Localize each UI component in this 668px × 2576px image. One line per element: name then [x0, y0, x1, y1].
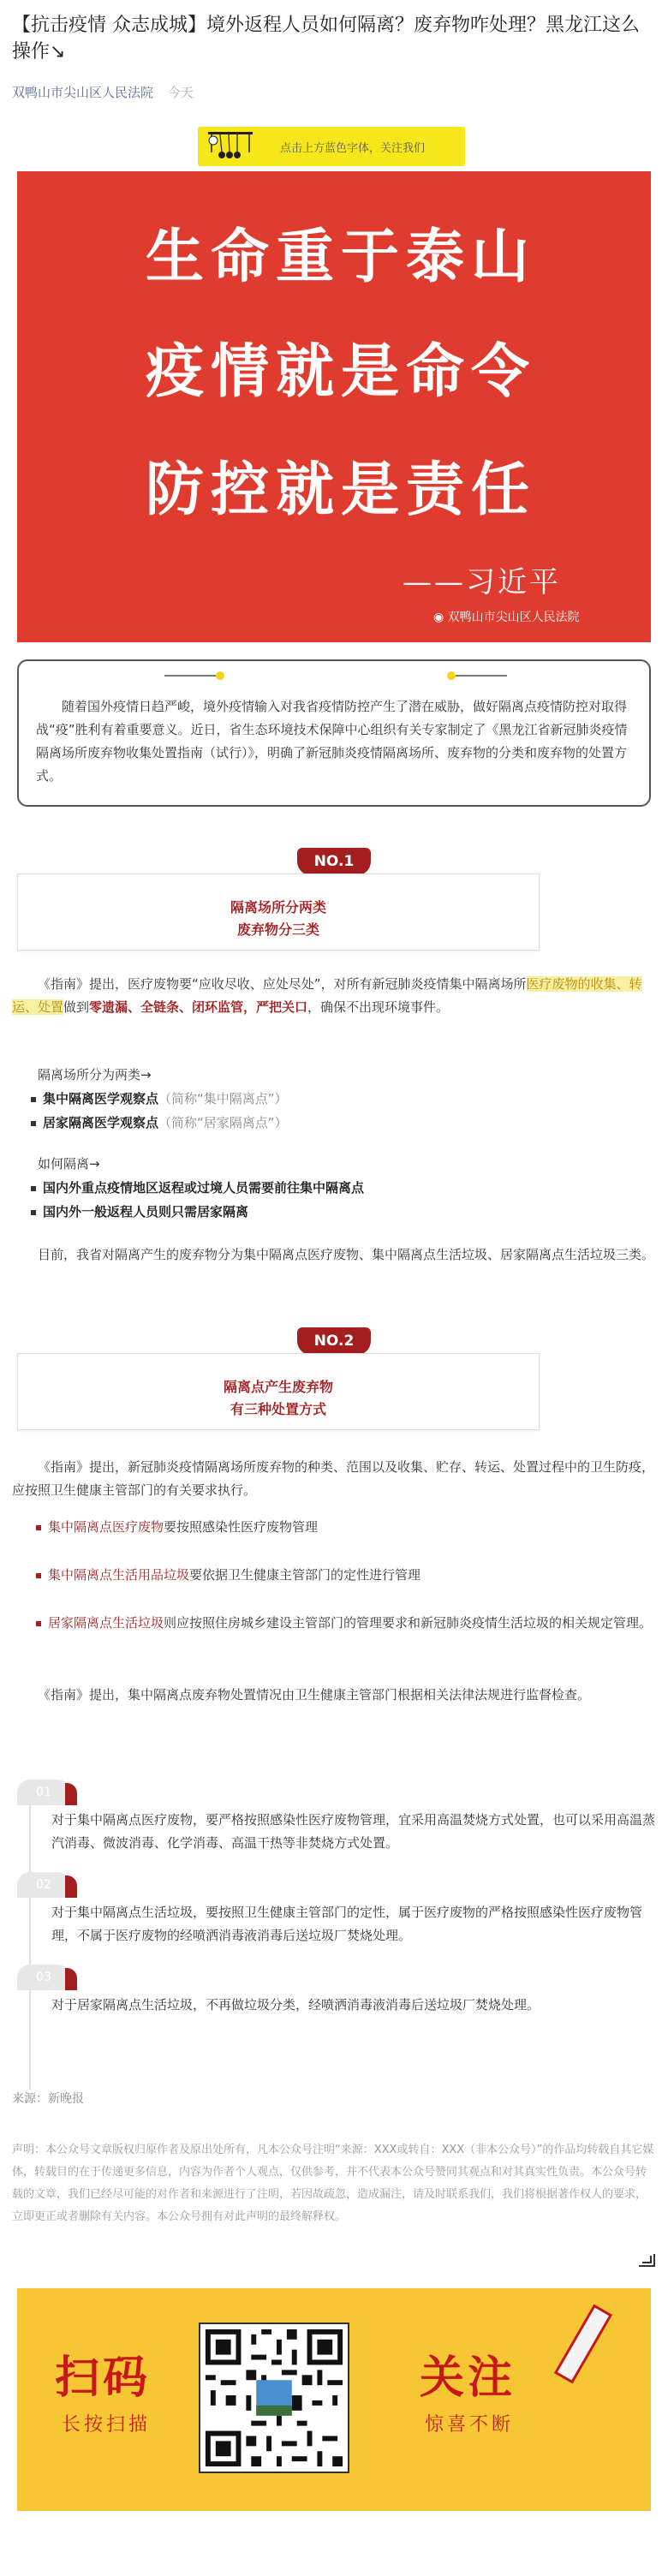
list-item-bold: 居家隔离医学观察点 [43, 1115, 159, 1130]
poster-line-2: 疫情就是命令 [146, 337, 537, 406]
list-item-red: 居家隔离点生活垃圾 [48, 1615, 164, 1631]
timeline-badge-3: 03 [17, 1965, 70, 1990]
list-item-text: 则应按照住房城乡建设主管部门的管理要求和新冠肺炎疫情生活垃圾的相关规定管理。 [164, 1615, 653, 1631]
section-title-2-line1: 隔离点产生废弃物 [223, 1379, 333, 1395]
list-item [43, 1177, 364, 1200]
follow-banner [198, 127, 465, 166]
section1-paragraph-2: 目前，我省对隔离产生的废弃物分为集中隔离点医疗废物、集中隔离点生活垃圾、居家隔离点生活垃圾三类。 [38, 1247, 655, 1262]
qr-follow-banner [17, 2288, 651, 2511]
section2-paragraph-1: 《指南》提出，新冠肺炎疫情隔离场所废弃物的种类、范围以及收集、贮存、转运、处置过程中的卫生防疫，应按照卫生健康主管部门的有关要求执行。 [12, 1459, 655, 1498]
category-heading: 隔离场所分为两类→ [38, 1067, 152, 1082]
emphasis-text: 零遗漏、全链条、闭环监管，严把关口 [89, 999, 308, 1015]
timeline-text-3: 对于居家隔离点生活垃圾，不再做垃圾分类，经喷洒消毒液消毒后送垃圾厂焚烧处理。 [51, 1997, 540, 2012]
corner-bracket-icon [637, 2252, 656, 2268]
wechat-icon: ◉ [433, 611, 448, 624]
list-item-bold: 集中隔离医学观察点 [43, 1091, 159, 1106]
timeline-badge-2: 02 [17, 1872, 70, 1898]
text-span: ，确保不出现环境事件。 [307, 999, 450, 1015]
poster-watermark [433, 608, 580, 625]
timeline-text-2: 对于集中隔离点生活垃圾，要按照卫生健康主管部门的定性，属于医疗废物的严格按照感染性医疗废物管理，不属于医疗废物的经喷洒消毒液消毒后送垃圾厂焚烧处理。 [51, 1905, 643, 1943]
poster-line-1: 生命重于泰山 [146, 223, 537, 291]
timeline-line [29, 1790, 31, 2090]
section-badge-1: NO.1 [297, 848, 371, 875]
follow-small-text: 惊喜不断 [425, 2414, 515, 2436]
source-note: 来源：新晚报 [12, 2092, 84, 2106]
account-name-link[interactable]: 双鸭山市尖山区人民法院 [12, 85, 154, 100]
timeline-badge-1: 01 [17, 1780, 70, 1805]
intro-box [17, 659, 651, 807]
disclaimer: 声明：本公众号文章版权归原作者及原出处所有，凡本公众号注明“来源：XXX或转自：XXX（非本公众号）”的作品均转载自其它媒体，转载目的在于传递更多信息，内容为作者个人观点，仅供参考，并不代表本公众号赞同其观点和对其真实性负责。本公众号转载的文章，我们已经尽可能的对作者和来源进行了注明，若因故疏忽，造成漏注，请及时联系我们，我们将根据著作权人的要求，立即更正或者删除有关内容。本公众号拥有对此声明的最终解释权。 [12, 2144, 654, 2223]
text-span: 做到 [63, 999, 90, 1015]
section-title-2-line2: 有三种处置方式 [230, 1401, 326, 1417]
text-span: 《指南》提出，医疗废物要“应收尽收、应处尽处”，对所有新冠肺炎疫情集中隔离场所 [38, 976, 527, 992]
intro-text: 随着国外疫情日趋严峻，境外疫情输入对我省疫情防控产生了潜在威胁，做好隔离点疫情防控对取得战“疫”胜利有着重要意义。近日，省生态环境技术保障中心组织有关专家制定了《黑龙江省新冠肺炎疫情隔离场所废弃物收集处置指南（试行）》，明确了新冠肺炎疫情隔离场所、废弃物的分类和废弃物的处置方式。 [36, 699, 628, 784]
poster-watermark-text: 双鸭山市尖山区人民法院 [447, 611, 580, 624]
pencil-icon [548, 2297, 634, 2400]
list-item-note: （简称“居家隔离点”） [158, 1115, 288, 1130]
section2-paragraph-2: 《指南》提出，集中隔离点废弃物处置情况由卫生健康主管部门根据相关法律法规进行监督检查。 [38, 1687, 591, 1702]
list-item-bold: 国内外一般返程人员则只需居家隔离 [43, 1204, 249, 1219]
list-item [43, 1112, 288, 1135]
qr-code-icon [200, 2324, 348, 2472]
section1-paragraph-1 [12, 973, 656, 1019]
follow-big-text: 关注 [420, 2352, 516, 2404]
list-item-red: 集中隔离点医疗废物 [48, 1519, 164, 1535]
newtons-cradle-icon [205, 130, 256, 163]
decor-dot [447, 671, 456, 680]
timeline-text-1: 对于集中隔离点医疗废物，要严格按照感染性医疗废物管理，宜采用高温焚烧方式处置，也可以采用高温蒸汽消毒、微波消毒、化学消毒、高温干热等非焚烧方式处置。 [51, 1812, 656, 1851]
section-badge-2: NO.2 [297, 1327, 371, 1355]
article-meta [12, 83, 194, 101]
poster-line-3: 防控就是责任 [146, 456, 537, 524]
divider-line [164, 675, 216, 677]
list-item-text: 要按照感染性医疗废物管理 [164, 1519, 319, 1535]
publish-date: 今天 [167, 85, 194, 100]
list-item [48, 1564, 656, 1587]
list-item-note: （简称“集中隔离点”） [158, 1091, 288, 1106]
poster-signature: ——习近平 [403, 565, 561, 599]
list-item [48, 1612, 656, 1635]
divider-line [456, 675, 507, 677]
list-item-red: 集中隔离点生活用品垃圾 [48, 1567, 190, 1583]
follow-banner-text: 点击上方蓝色字体，关注我们 [280, 142, 426, 155]
section-title-1-line1: 隔离场所分两类 [230, 899, 326, 915]
list-item-bold: 国内外重点疫情地区返程或过境人员需要前往集中隔离点 [43, 1180, 365, 1196]
article-title: 【抗击疫情 众志成城】境外返程人员如何隔离？废弃物咋处理？黑龙江这么操作↘ [12, 15, 640, 63]
list-item-text: 要依据卫生健康主管部门的定性进行管理 [189, 1567, 421, 1583]
list-item [43, 1201, 248, 1224]
how-heading: 如何隔离→ [38, 1156, 100, 1172]
quote-poster [17, 171, 651, 642]
section-title-1-line2: 废弃物分三类 [236, 921, 319, 938]
list-item [43, 1088, 288, 1111]
scan-small-text: 长按扫描 [62, 2414, 152, 2436]
list-item [48, 1516, 656, 1539]
qr-code[interactable] [199, 2323, 349, 2473]
highlight-text: 医疗废物的收集、转运、处置 [12, 976, 642, 1015]
section-title-box-1 [17, 874, 540, 951]
decor-dot [216, 671, 224, 680]
scan-big-text: 扫码 [55, 2352, 152, 2404]
section-title-box-2 [17, 1353, 540, 1430]
